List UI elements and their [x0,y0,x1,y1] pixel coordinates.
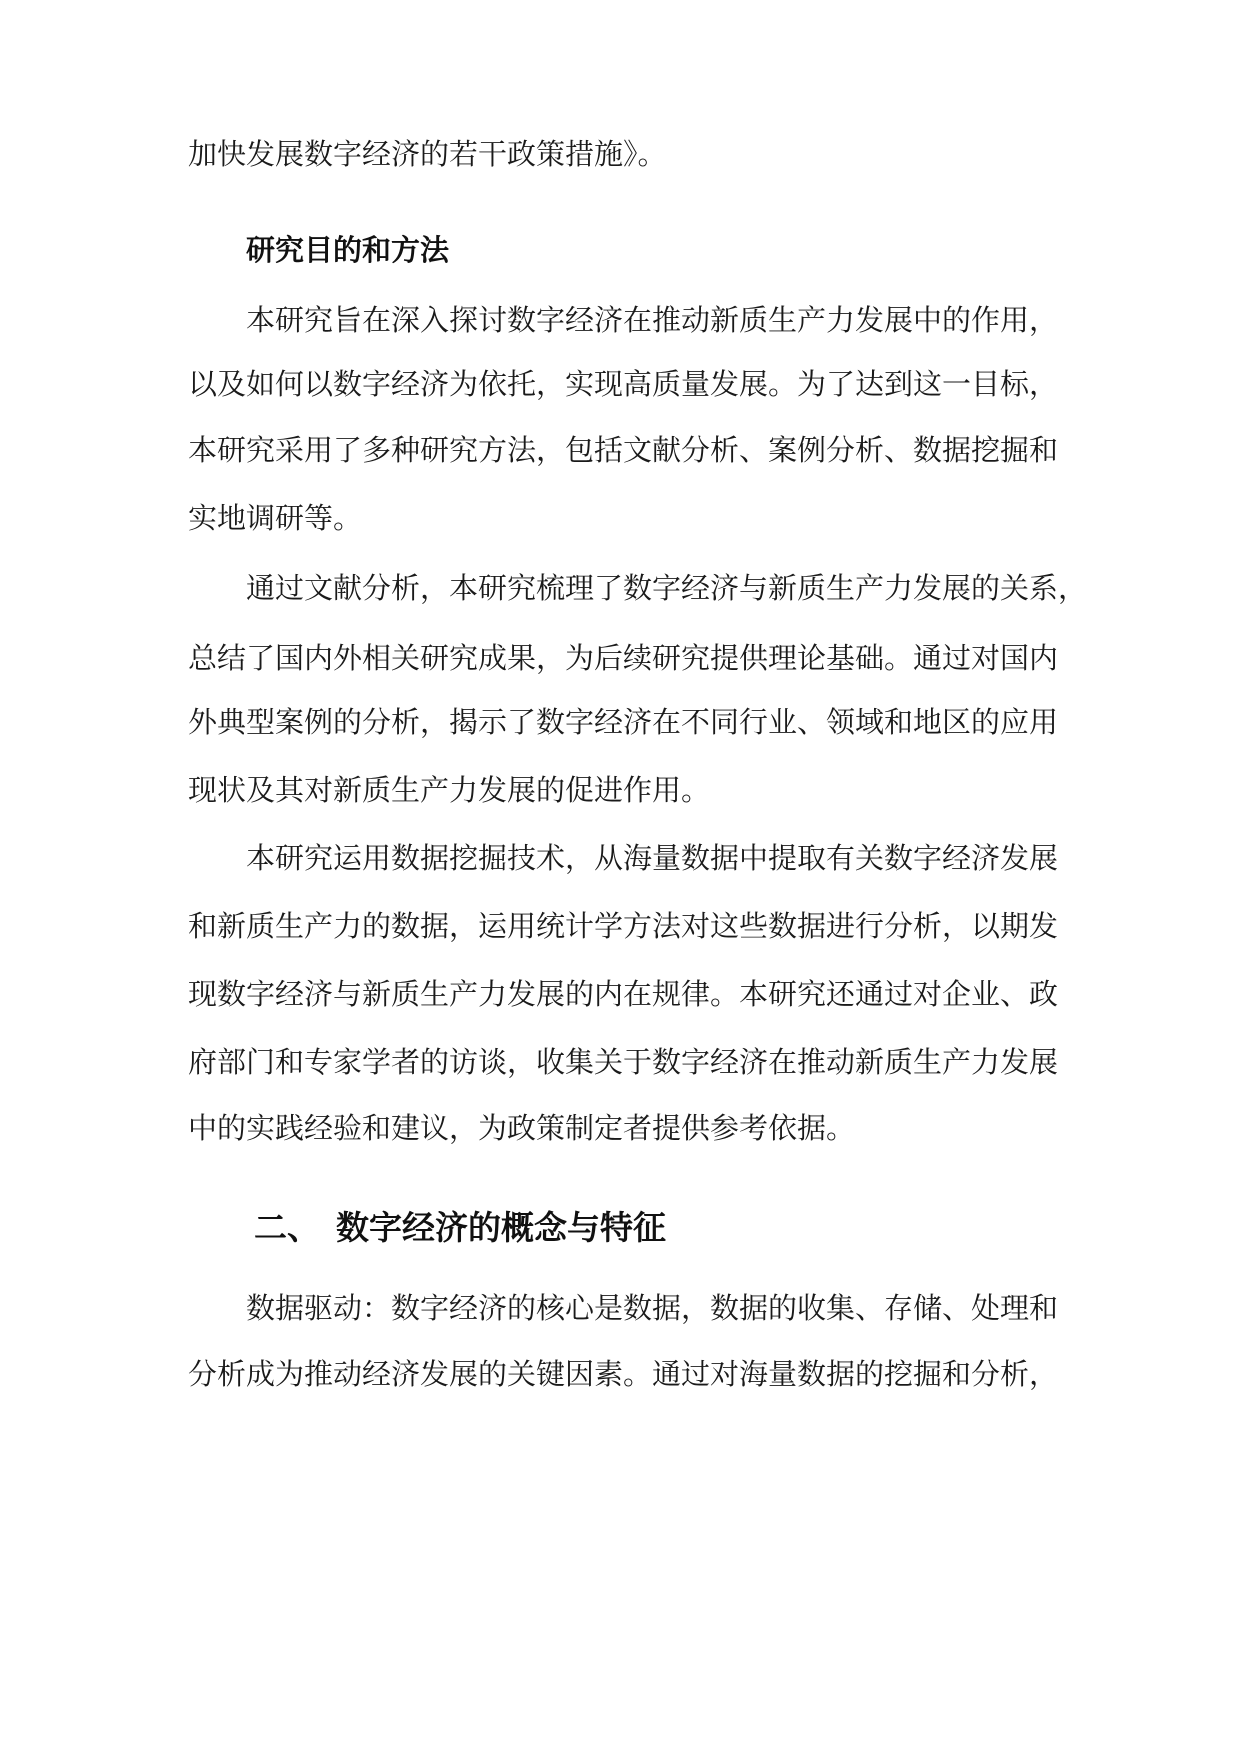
section-title: 数字经济的概念与特征 [336,1208,666,1247]
text-line: 数据驱动：数字经济的核心是数据，数据的收集、存储、处理和 [246,1291,1059,1325]
text-line: 现状及其对新质生产力发展的促进作用。 [188,773,711,807]
text-line: 分析成为推动经济发展的关键因素。通过对海量数据的挖掘和分析， [188,1357,1059,1391]
text-line: 现数字经济与新质生产力发展的内在规律。本研究还通过对企业、政 [188,977,1059,1011]
text-line: 和新质生产力的数据，运用统计学方法对这些数据进行分析，以期发 [188,909,1059,943]
text-line: 通过文献分析，本研究梳理了数字经济与新质生产力发展的关系， [246,571,1088,605]
text-line: 府部门和专家学者的访谈，收集关于数字经济在推动新质生产力发展 [188,1045,1059,1079]
text-line: 以及如何以数字经济为依托，实现高质量发展。为了达到这一目标， [188,367,1059,401]
text-line: 本研究运用数据挖掘技术，从海量数据中提取有关数字经济发展 [246,841,1059,875]
section-heading-2 [254,1208,666,1248]
fragment-line: 加快发展数字经济的若干政策措施》。 [188,137,667,171]
text-line: 中的实践经验和建议，为政策制定者提供参考依据。 [188,1111,856,1145]
section-heading-purpose: 研究目的和方法 [246,233,450,267]
text-line: 实地调研等。 [188,501,363,535]
text-line: 总结了国内外相关研究成果，为后续研究提供理论基础。通过对国内 [188,641,1059,675]
section-number: 二、 [254,1208,320,1247]
text-line: 本研究采用了多种研究方法，包括文献分析、案例分析、数据挖掘和 [188,433,1059,467]
text-line: 外典型案例的分析，揭示了数字经济在不同行业、领域和地区的应用 [188,705,1059,739]
text-line: 本研究旨在深入探讨数字经济在推动新质生产力发展中的作用， [246,303,1059,337]
